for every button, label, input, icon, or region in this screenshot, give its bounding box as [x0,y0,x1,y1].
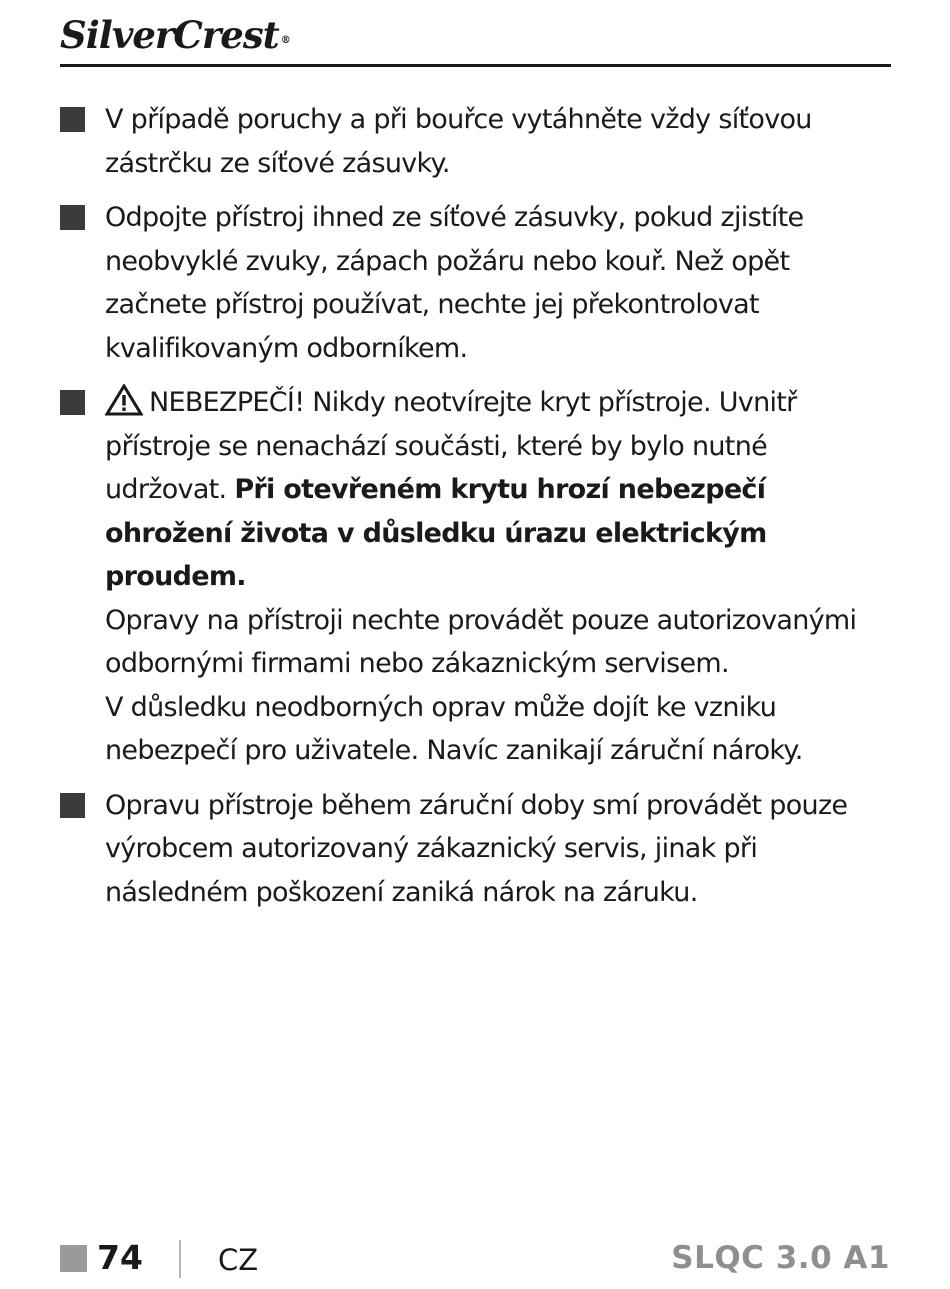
bullet-square-icon [60,390,85,415]
footer-divider [179,1240,181,1278]
warning-repair-text: Opravy na přístroji nechte provádět pouze autorizovanými odbornými firmami nebo zákaznickým servisem. [105,604,857,679]
item-text: Odpojte přístroj ihned ze síťové zásuvky, pokud zjistíte neobvyklé zvuky, zápach požáru nebo kouř. Než opět začnete přístroj používat, nechte jej překontrolovat kvalifikovaným odborníkem. [105,202,804,364]
bullet-square-icon [60,107,85,132]
safety-instructions [60,98,891,925]
header-rule [60,64,891,67]
brand-logo [60,12,290,58]
list-item-warning [60,381,891,773]
item-text: Opravu přístroje během záruční doby smí provádět pouze výrobcem autorizovaný zákaznický servis, jinak při následném poškození zaniká nárok na záruku. [105,789,848,908]
bullet-square-icon [60,793,85,818]
item-text: V případě poruchy a při bouřce vytáhněte vždy síťovou zástrčku ze síťové zásuvky. [105,104,812,179]
page-number: 74 [97,1238,143,1277]
model-name: SLQC 3.0 A1 [671,1240,890,1276]
brand-name: SilverCrest [60,13,279,57]
footer-square-icon [60,1245,87,1272]
warning-text: NEBEZPEČÍ! Nikdy neotvírejte kryt přístroje. Uvnitř přístroje se nenachází součásti, které by bylo nutné udržovat. [105,387,797,505]
warning-triangle-icon [105,384,143,416]
list-item [60,196,891,370]
warning-bold-text: Při otevřeném krytu hrozí nebezpečí ohrožení života v důsledku úrazu elektrickým proudem. [105,474,767,592]
list-item [60,98,891,185]
language-code: CZ [218,1243,259,1277]
registered-mark: ® [280,35,290,46]
bullet-square-icon [60,205,85,230]
list-item [60,784,891,915]
warning-consequence-text: V důsledku neodborných oprav může dojít ke vzniku nebezpečí pro uživatele. Navíc zanikají záruční nároky. [105,691,803,766]
